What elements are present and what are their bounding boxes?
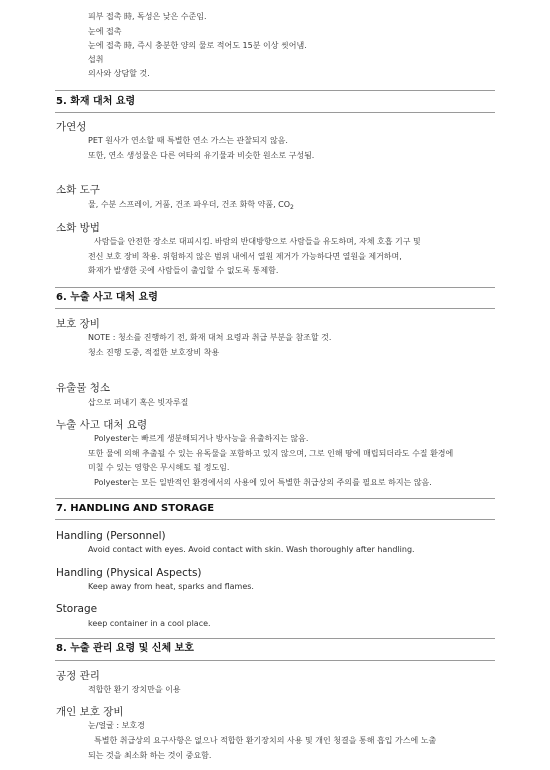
engineering-controls-heading: 공정 관리: [56, 670, 100, 682]
personal-protection-text-2: 되는 것을 최소화 하는 것이 중요함.: [88, 751, 212, 760]
first-aid-eye-text: 눈에 접촉 時, 즉시 충분한 양의 물로 적어도 15분 이상 씻어냄.: [88, 41, 307, 50]
section-7-title: 7. HANDLING AND STORAGE: [56, 503, 215, 514]
storage-text: keep container in a cool place.: [88, 619, 211, 628]
first-aid-ingest-text: 의사와 상담할 것.: [88, 69, 150, 78]
first-aid-eye-heading: 눈에 접촉: [88, 27, 122, 36]
handling-physical-text: Keep away from heat, sparks and flames.: [88, 582, 254, 591]
protective-equipment-heading: 보호 장비: [56, 318, 100, 330]
handling-personnel-heading: Handling (Personnel): [56, 530, 166, 542]
accidental-release-text-1: Polyester는 빠르게 생분해되거나 방사능을 유출하지는 않음.: [94, 434, 309, 443]
fire-fighting-method-text-1: 사람들을 안전한 장소로 대피시킴. 바람의 반대방향으로 사람들을 유도하며, 자체 호흡 기구 및: [94, 237, 421, 246]
accidental-release-text-2: 또한 물에 의해 추출될 수 있는 유독물을 포함하고 있지 않으며, 그로 인해 땅에 매립되더라도 수질 환경에: [88, 449, 454, 458]
fire-fighting-method-text-3: 화재가 발생한 곳에 사람들이 출입할 수 없도록 통제함.: [88, 266, 279, 275]
section-divider: [55, 498, 495, 499]
section-divider: [55, 638, 495, 639]
first-aid-ingest-heading: 섭취: [88, 55, 104, 64]
accidental-release-text-3: 미칠 수 있는 영향은 무시해도 될 정도임.: [88, 463, 230, 472]
section-5-title: 5. 화재 대처 요령: [56, 96, 136, 107]
accidental-release-text-4: Polyester는 모든 일반적인 환경에서의 사용에 있어 특별한 취급상의 주의를 필요로 하지는 않음.: [94, 478, 432, 487]
extinguishing-media-text: 물, 수분 스프레이, 거품, 건조 파우더, 건조 화학 약품, $CO_2$: [88, 200, 294, 211]
flammability-text-2: 또한, 연소 생성물은 다른 여타의 유기물과 비슷한 원소로 구성됨.: [88, 151, 315, 160]
handling-physical-heading: Handling (Physical Aspects): [56, 567, 202, 579]
personal-protection-heading: 개인 보호 장비: [56, 706, 124, 718]
section-8-title: 8. 누출 관리 요령 및 신체 보호: [56, 643, 194, 654]
spill-cleanup-text: 삽으로 퍼내기 혹은 빗자루질: [88, 398, 189, 407]
first-aid-skin-text: 피부 접촉 時, 독성은 낮은 수준임.: [88, 12, 207, 21]
spill-cleanup-heading: 유출물 청소: [56, 382, 111, 394]
fire-fighting-method-heading: 소화 방법: [56, 222, 100, 234]
fire-fighting-method-text-2: 전신 보호 장비 착용. 위험하지 않은 범위 내에서 열원 제거가 가능하다면 열원을 제거하며,: [88, 252, 402, 261]
section-divider: [55, 287, 495, 288]
section-divider: [55, 90, 495, 91]
section-6-title: 6. 누출 사고 대처 요령: [56, 292, 158, 303]
section-divider: [55, 308, 495, 309]
section-divider: [55, 660, 495, 661]
flammability-heading: 가연성: [56, 121, 87, 133]
personal-protection-text-1: 특별한 취급상의 요구사항은 없으나 적합한 환기장치의 사용 및 개인 청결을 통해 흡입 가스에 노출: [94, 736, 437, 745]
extinguishing-media-heading: 소화 도구: [56, 184, 100, 196]
protective-equipment-note: NOTE : 청소를 진행하기 전, 화재 대처 요령과 취급 부분을 참조할 것.: [88, 333, 332, 342]
protective-equipment-text: 청소 진행 도중, 적절한 보호장비 착용: [88, 348, 220, 357]
section-divider: [55, 112, 495, 113]
flammability-text-1: PET 원사가 연소할 때 특별한 연소 가스는 관찰되지 않음.: [88, 136, 288, 145]
handling-personnel-text: Avoid contact with eyes. Avoid contact with skin. Wash thoroughly after handling.: [88, 545, 415, 554]
accidental-release-heading: 누출 사고 대처 요령: [56, 419, 148, 431]
section-divider: [55, 519, 495, 520]
storage-heading: Storage: [56, 603, 98, 615]
engineering-controls-text: 적합한 환기 장치만을 이용: [88, 685, 181, 694]
eye-face-protection-text: 눈/얼굴 : 보호경: [88, 721, 145, 730]
